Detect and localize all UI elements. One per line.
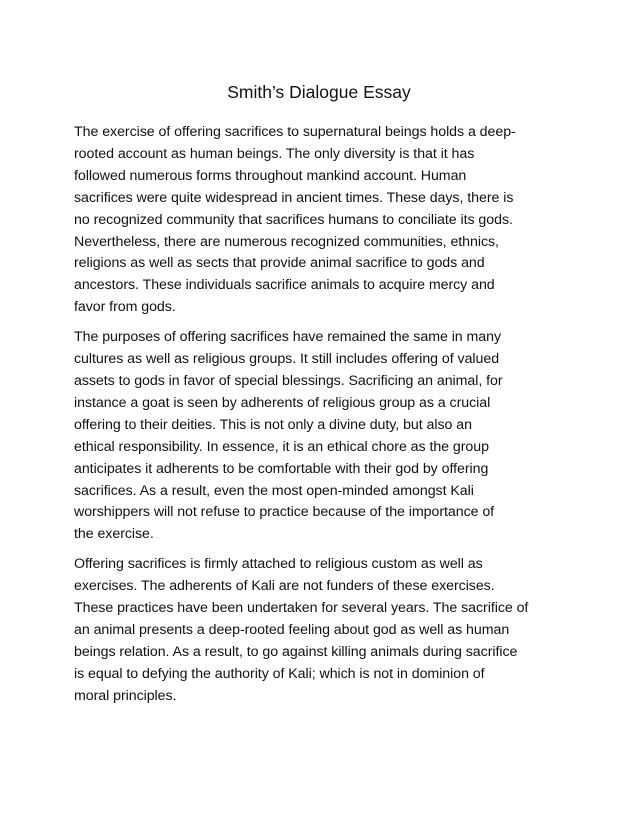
- text-line: favor from gods.: [74, 299, 176, 316]
- text-line: assets to gods in favor of special blessings. Sacrificing an animal, for: [74, 372, 503, 389]
- text-line: The exercise of offering sacrifices to supernatural beings holds a deep-: [74, 124, 516, 140]
- paragraph-2: [74, 327, 570, 546]
- document-body: [74, 122, 570, 716]
- text-line: is equal to defying the authority of Kali; which is not in dominion of: [74, 665, 485, 682]
- text-line: worshippers will not refuse to practice because of the importance of: [74, 504, 495, 521]
- text-line: instance a goat is seen by adherents of religious group as a crucial: [74, 394, 491, 411]
- text-line: sacrifices. As a result, even the most open-minded amongst Kali: [74, 482, 474, 499]
- text-line: exercises. The adherents of Kali are not funders of these exercises.: [74, 578, 495, 595]
- text-line: no recognized community that sacrifices humans to conciliate its gods.: [74, 211, 513, 228]
- text-line: cultures as well as religious groups. It still includes offering of valued: [74, 351, 500, 368]
- text-line: rooted account as human beings. The only diversity is that it has: [74, 145, 475, 162]
- text-line: an animal presents a deep-rooted feeling about god as well as human: [74, 621, 510, 638]
- paragraph-3: [74, 554, 570, 707]
- text-line: These practices have been undertaken for several years. The sacrifice of: [74, 600, 529, 617]
- text-line: The purposes of offering sacrifices have remained the same in many: [74, 329, 502, 346]
- text-line: moral principles.: [74, 687, 177, 704]
- text-line: the exercise.: [74, 526, 154, 543]
- text-line: ethical responsibility. In essence, it is an ethical chore as the group: [74, 438, 489, 455]
- text-line: offering to their deities. This is not only a divine duty, but also an: [74, 416, 472, 433]
- text-line: religions as well as sects that provide animal sacrifice to gods and: [74, 255, 485, 272]
- document-title: Smith’s Dialogue Essay: [227, 82, 411, 102]
- text-line: sacrifices were quite widespread in ancient times. These days, there is: [74, 189, 514, 206]
- text-line: Nevertheless, there are numerous recognized communities, ethnics,: [74, 233, 499, 250]
- paragraph-1: [74, 122, 570, 319]
- text-line: anticipates it adherents to be comfortable with their god by offering: [74, 460, 489, 477]
- text-line: followed numerous forms throughout mankind account. Human: [74, 167, 467, 184]
- text-line: ancestors. These individuals sacrifice animals to acquire mercy and: [74, 277, 495, 294]
- text-line: beings relation. As a result, to go against killing animals during sacrifice: [74, 643, 518, 660]
- text-line: Offering sacrifices is firmly attached to religious custom as well as: [74, 556, 483, 573]
